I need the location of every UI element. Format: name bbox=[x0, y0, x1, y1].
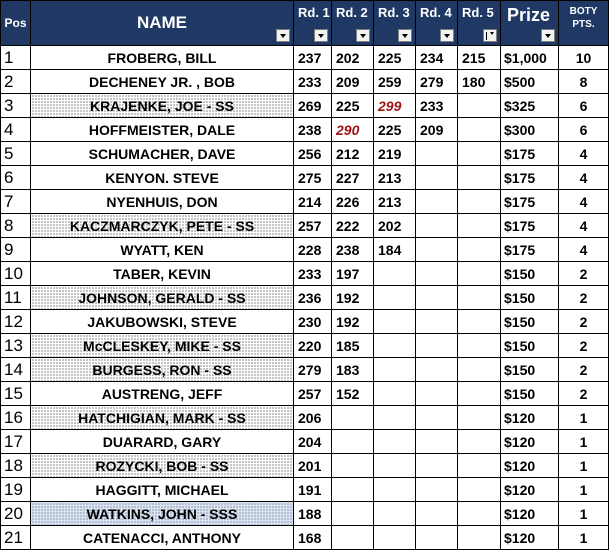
position-cell: 13 bbox=[1, 334, 31, 358]
round-1-score-cell: 238 bbox=[294, 118, 332, 142]
name-cell: WATKINS, JOHN - SSS bbox=[31, 502, 294, 526]
round-4-score-cell bbox=[416, 190, 458, 214]
boty-points-cell: 1 bbox=[559, 454, 609, 478]
prize-cell: $120 bbox=[501, 406, 559, 430]
table-row bbox=[1, 70, 609, 94]
table-row bbox=[1, 526, 609, 550]
table-row bbox=[1, 358, 609, 382]
boty-points-cell: 10 bbox=[559, 46, 609, 70]
round-1-score-cell: 220 bbox=[294, 334, 332, 358]
name-cell: DECHENEY JR. , BOB bbox=[31, 70, 294, 94]
boty-points-cell: 8 bbox=[559, 70, 609, 94]
prize-cell: $150 bbox=[501, 358, 559, 382]
prize-cell: $175 bbox=[501, 142, 559, 166]
round-5-score-cell: 180 bbox=[458, 70, 501, 94]
prize-cell: $175 bbox=[501, 166, 559, 190]
table-row bbox=[1, 286, 609, 310]
position-cell: 15 bbox=[1, 382, 31, 406]
name-cell: HOFFMEISTER, DALE bbox=[31, 118, 294, 142]
rd1-header bbox=[294, 1, 332, 46]
round-3-score-cell: 213 bbox=[374, 190, 416, 214]
sort-descending-icon[interactable] bbox=[483, 29, 497, 42]
round-2-score-cell bbox=[332, 406, 374, 430]
prize-cell: $150 bbox=[501, 310, 559, 334]
round-5-score-cell bbox=[458, 454, 501, 478]
round-5-score-cell bbox=[458, 214, 501, 238]
table-row bbox=[1, 142, 609, 166]
round-2-score-cell: 192 bbox=[332, 310, 374, 334]
round-5-score-cell bbox=[458, 94, 501, 118]
round-1-score-cell: 236 bbox=[294, 286, 332, 310]
name-cell: FROBERG, BILL bbox=[31, 46, 294, 70]
position-cell: 8 bbox=[1, 214, 31, 238]
position-cell: 9 bbox=[1, 238, 31, 262]
round-1-score-cell: 201 bbox=[294, 454, 332, 478]
round-5-score-cell bbox=[458, 358, 501, 382]
boty-points-cell: 2 bbox=[559, 334, 609, 358]
round-1-score-cell: 206 bbox=[294, 406, 332, 430]
round-2-score-cell: 222 bbox=[332, 214, 374, 238]
filter-dropdown-icon[interactable] bbox=[398, 29, 412, 42]
table-row bbox=[1, 310, 609, 334]
round-3-score-cell: 184 bbox=[374, 238, 416, 262]
boty-header-line2: PTS. bbox=[572, 19, 595, 30]
round-3-score-cell bbox=[374, 406, 416, 430]
round-1-score-cell: 275 bbox=[294, 166, 332, 190]
boty-points-cell: 4 bbox=[559, 190, 609, 214]
round-2-score-cell: 192 bbox=[332, 286, 374, 310]
round-5-score-cell bbox=[458, 382, 501, 406]
round-4-score-cell bbox=[416, 166, 458, 190]
prize-cell: $175 bbox=[501, 214, 559, 238]
position-cell: 6 bbox=[1, 166, 31, 190]
boty-points-cell: 4 bbox=[559, 238, 609, 262]
round-3-score-cell bbox=[374, 526, 416, 550]
boty-points-cell: 4 bbox=[559, 166, 609, 190]
round-2-score-cell: 185 bbox=[332, 334, 374, 358]
rd2-header-label: Rd. 2 bbox=[336, 5, 368, 20]
round-1-score-cell: 168 bbox=[294, 526, 332, 550]
prize-cell: $300 bbox=[501, 118, 559, 142]
round-4-score-cell bbox=[416, 238, 458, 262]
prize-cell: $175 bbox=[501, 238, 559, 262]
position-cell: 7 bbox=[1, 190, 31, 214]
table-row bbox=[1, 46, 609, 70]
round-4-score-cell bbox=[416, 262, 458, 286]
position-cell: 19 bbox=[1, 478, 31, 502]
position-cell: 11 bbox=[1, 286, 31, 310]
round-5-score-cell bbox=[458, 526, 501, 550]
round-3-score-cell bbox=[374, 310, 416, 334]
name-cell: KACZMARCZYK, PETE - SS bbox=[31, 214, 294, 238]
prize-cell: $150 bbox=[501, 286, 559, 310]
round-1-score-cell: 256 bbox=[294, 142, 332, 166]
round-2-score-cell: 152 bbox=[332, 382, 374, 406]
round-2-score-cell: 209 bbox=[332, 70, 374, 94]
boty-points-cell: 6 bbox=[559, 118, 609, 142]
round-5-score-cell bbox=[458, 190, 501, 214]
table-row bbox=[1, 94, 609, 118]
round-2-score-cell: 227 bbox=[332, 166, 374, 190]
round-2-score-cell: 290 bbox=[332, 118, 374, 142]
round-1-score-cell: 228 bbox=[294, 238, 332, 262]
prize-cell: $150 bbox=[501, 334, 559, 358]
round-3-score-cell: 259 bbox=[374, 70, 416, 94]
position-cell: 10 bbox=[1, 262, 31, 286]
table-row bbox=[1, 238, 609, 262]
position-cell: 2 bbox=[1, 70, 31, 94]
standings-body bbox=[1, 46, 609, 550]
round-1-score-cell: 214 bbox=[294, 190, 332, 214]
round-3-score-cell: 225 bbox=[374, 46, 416, 70]
rd4-header bbox=[416, 1, 458, 46]
round-2-score-cell: 202 bbox=[332, 46, 374, 70]
table-row bbox=[1, 478, 609, 502]
round-3-score-cell bbox=[374, 430, 416, 454]
round-2-score-cell: 212 bbox=[332, 142, 374, 166]
round-5-score-cell: 215 bbox=[458, 46, 501, 70]
round-2-score-cell bbox=[332, 430, 374, 454]
boty-points-cell: 2 bbox=[559, 310, 609, 334]
name-cell: CATENACCI, ANTHONY bbox=[31, 526, 294, 550]
prize-cell: $1,000 bbox=[501, 46, 559, 70]
name-cell: HATCHIGIAN, MARK - SS bbox=[31, 406, 294, 430]
table-row bbox=[1, 406, 609, 430]
boty-points-cell: 2 bbox=[559, 382, 609, 406]
name-cell: AUSTRENG, JEFF bbox=[31, 382, 294, 406]
round-2-score-cell: 225 bbox=[332, 94, 374, 118]
round-4-score-cell bbox=[416, 406, 458, 430]
round-3-score-cell: 225 bbox=[374, 118, 416, 142]
filter-dropdown-icon[interactable] bbox=[541, 29, 555, 42]
prize-header-label: Prize bbox=[507, 5, 551, 25]
boty-points-cell: 1 bbox=[559, 526, 609, 550]
round-1-score-cell: 257 bbox=[294, 382, 332, 406]
boty-points-cell: 2 bbox=[559, 358, 609, 382]
pos-header bbox=[1, 1, 31, 46]
round-4-score-cell bbox=[416, 310, 458, 334]
boty-points-cell: 1 bbox=[559, 502, 609, 526]
name-cell: BURGESS, RON - SS bbox=[31, 358, 294, 382]
boty-points-cell: 4 bbox=[559, 214, 609, 238]
position-cell: 3 bbox=[1, 94, 31, 118]
filter-dropdown-icon[interactable] bbox=[314, 29, 328, 42]
name-cell: JAKUBOWSKI, STEVE bbox=[31, 310, 294, 334]
round-1-score-cell: 257 bbox=[294, 214, 332, 238]
name-cell: DUARARD, GARY bbox=[31, 430, 294, 454]
round-5-score-cell bbox=[458, 118, 501, 142]
boty-points-cell: 2 bbox=[559, 286, 609, 310]
boty-points-cell: 4 bbox=[559, 142, 609, 166]
position-cell: 21 bbox=[1, 526, 31, 550]
round-4-score-cell: 233 bbox=[416, 94, 458, 118]
prize-header bbox=[501, 1, 559, 46]
boty-header bbox=[559, 1, 609, 46]
pos-header-label: Pos bbox=[4, 16, 27, 30]
round-1-score-cell: 279 bbox=[294, 358, 332, 382]
round-2-score-cell bbox=[332, 454, 374, 478]
name-cell: ROZYCKI, BOB - SS bbox=[31, 454, 294, 478]
boty-points-cell: 6 bbox=[559, 94, 609, 118]
name-cell: NYENHUIS, DON bbox=[31, 190, 294, 214]
round-2-score-cell: 197 bbox=[332, 262, 374, 286]
header-row bbox=[1, 1, 609, 46]
round-5-score-cell bbox=[458, 478, 501, 502]
table-row bbox=[1, 118, 609, 142]
rd2-header bbox=[332, 1, 374, 46]
round-4-score-cell bbox=[416, 430, 458, 454]
prize-cell: $175 bbox=[501, 190, 559, 214]
round-3-score-cell: 219 bbox=[374, 142, 416, 166]
position-cell: 16 bbox=[1, 406, 31, 430]
table-row bbox=[1, 382, 609, 406]
round-1-score-cell: 204 bbox=[294, 430, 332, 454]
round-4-score-cell bbox=[416, 526, 458, 550]
round-4-score-cell bbox=[416, 358, 458, 382]
round-3-score-cell bbox=[374, 358, 416, 382]
position-cell: 5 bbox=[1, 142, 31, 166]
round-4-score-cell bbox=[416, 454, 458, 478]
round-3-score-cell bbox=[374, 262, 416, 286]
round-3-score-cell bbox=[374, 478, 416, 502]
position-cell: 12 bbox=[1, 310, 31, 334]
round-4-score-cell bbox=[416, 142, 458, 166]
name-cell: HAGGITT, MICHAEL bbox=[31, 478, 294, 502]
round-5-score-cell bbox=[458, 406, 501, 430]
rd1-header-label: Rd. 1 bbox=[298, 5, 330, 20]
boty-points-cell: 2 bbox=[559, 262, 609, 286]
prize-cell: $325 bbox=[501, 94, 559, 118]
boty-points-cell: 1 bbox=[559, 478, 609, 502]
round-3-score-cell: 299 bbox=[374, 94, 416, 118]
round-5-score-cell bbox=[458, 430, 501, 454]
prize-cell: $500 bbox=[501, 70, 559, 94]
round-2-score-cell: 183 bbox=[332, 358, 374, 382]
round-4-score-cell bbox=[416, 382, 458, 406]
prize-cell: $120 bbox=[501, 430, 559, 454]
name-header bbox=[31, 1, 294, 46]
prize-cell: $120 bbox=[501, 526, 559, 550]
round-5-score-cell bbox=[458, 310, 501, 334]
round-3-score-cell bbox=[374, 286, 416, 310]
round-1-score-cell: 233 bbox=[294, 262, 332, 286]
name-header-label: NAME bbox=[136, 13, 188, 32]
name-cell: KENYON. STEVE bbox=[31, 166, 294, 190]
prize-cell: $120 bbox=[501, 454, 559, 478]
round-3-score-cell: 202 bbox=[374, 214, 416, 238]
name-cell: SCHUMACHER, DAVE bbox=[31, 142, 294, 166]
round-3-score-cell bbox=[374, 382, 416, 406]
table-row bbox=[1, 454, 609, 478]
boty-points-cell: 1 bbox=[559, 406, 609, 430]
round-5-score-cell bbox=[458, 334, 501, 358]
table-row bbox=[1, 190, 609, 214]
name-cell: TABER, KEVIN bbox=[31, 262, 294, 286]
table-row bbox=[1, 214, 609, 238]
filter-dropdown-icon[interactable] bbox=[440, 29, 454, 42]
round-2-score-cell: 226 bbox=[332, 190, 374, 214]
rd4-header-label: Rd. 4 bbox=[420, 5, 452, 20]
round-1-score-cell: 233 bbox=[294, 70, 332, 94]
round-3-score-cell bbox=[374, 334, 416, 358]
prize-cell: $120 bbox=[501, 478, 559, 502]
table-row bbox=[1, 166, 609, 190]
position-cell: 18 bbox=[1, 454, 31, 478]
round-4-score-cell: 209 bbox=[416, 118, 458, 142]
round-5-score-cell bbox=[458, 142, 501, 166]
round-4-score-cell: 279 bbox=[416, 70, 458, 94]
prize-cell: $150 bbox=[501, 382, 559, 406]
boty-header-line1: BOTY bbox=[569, 6, 598, 17]
round-4-score-cell bbox=[416, 286, 458, 310]
round-4-score-cell bbox=[416, 334, 458, 358]
rd5-header-label: Rd. 5 bbox=[462, 5, 494, 20]
filter-dropdown-icon[interactable] bbox=[276, 29, 290, 42]
round-2-score-cell bbox=[332, 502, 374, 526]
position-cell: 17 bbox=[1, 430, 31, 454]
round-3-score-cell: 213 bbox=[374, 166, 416, 190]
round-3-score-cell bbox=[374, 502, 416, 526]
round-4-score-cell: 234 bbox=[416, 46, 458, 70]
name-cell: WYATT, KEN bbox=[31, 238, 294, 262]
table-row bbox=[1, 262, 609, 286]
round-3-score-cell bbox=[374, 454, 416, 478]
round-2-score-cell: 238 bbox=[332, 238, 374, 262]
position-cell: 20 bbox=[1, 502, 31, 526]
table-row bbox=[1, 430, 609, 454]
round-1-score-cell: 237 bbox=[294, 46, 332, 70]
position-cell: 1 bbox=[1, 46, 31, 70]
round-4-score-cell bbox=[416, 502, 458, 526]
round-4-score-cell bbox=[416, 478, 458, 502]
rd3-header bbox=[374, 1, 416, 46]
table-row bbox=[1, 334, 609, 358]
table-row bbox=[1, 502, 609, 526]
filter-dropdown-icon[interactable] bbox=[356, 29, 370, 42]
round-2-score-cell bbox=[332, 526, 374, 550]
round-5-score-cell bbox=[458, 502, 501, 526]
name-cell: McCLESKEY, MIKE - SS bbox=[31, 334, 294, 358]
name-cell: JOHNSON, GERALD - SS bbox=[31, 286, 294, 310]
round-1-score-cell: 230 bbox=[294, 310, 332, 334]
round-5-score-cell bbox=[458, 166, 501, 190]
prize-cell: $120 bbox=[501, 502, 559, 526]
round-1-score-cell: 188 bbox=[294, 502, 332, 526]
prize-cell: $150 bbox=[501, 262, 559, 286]
round-5-score-cell bbox=[458, 238, 501, 262]
position-cell: 4 bbox=[1, 118, 31, 142]
round-4-score-cell bbox=[416, 214, 458, 238]
boty-points-cell: 1 bbox=[559, 430, 609, 454]
round-5-score-cell bbox=[458, 262, 501, 286]
round-1-score-cell: 269 bbox=[294, 94, 332, 118]
position-cell: 14 bbox=[1, 358, 31, 382]
round-1-score-cell: 191 bbox=[294, 478, 332, 502]
name-cell: KRAJENKE, JOE - SS bbox=[31, 94, 294, 118]
round-5-score-cell bbox=[458, 286, 501, 310]
rd5-header bbox=[458, 1, 501, 46]
rd3-header-label: Rd. 3 bbox=[378, 5, 410, 20]
round-2-score-cell bbox=[332, 478, 374, 502]
